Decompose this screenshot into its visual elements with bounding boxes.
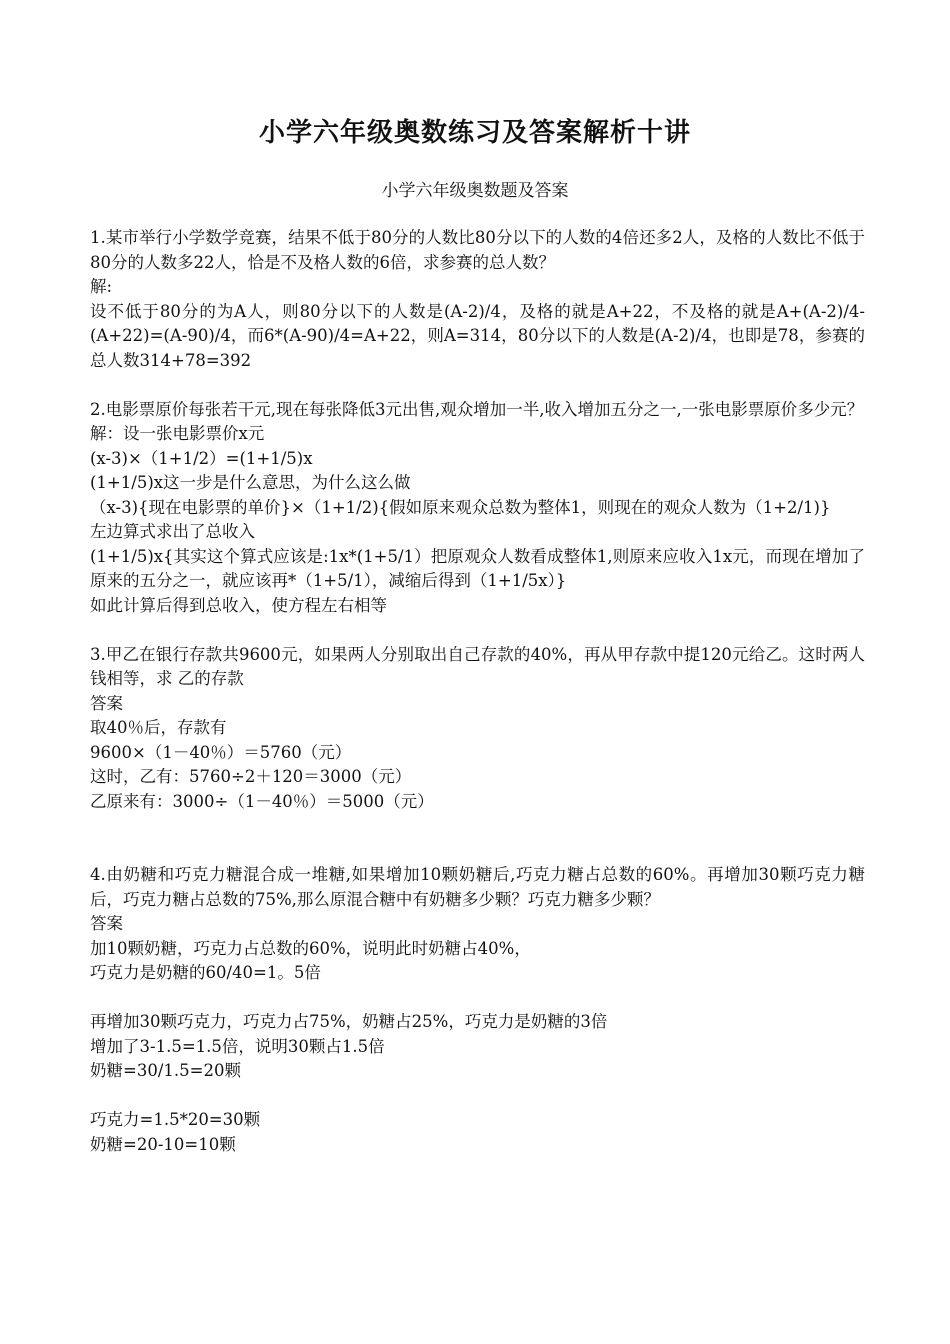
question-4-line: 加10颗奶糖，巧克力占总数的60%，说明此时奶糖占40%， xyxy=(90,938,531,958)
question-4-line: 巧克力是奶糖的60/40=1。5倍 xyxy=(90,963,321,982)
question-2-text: 2.电影票原价每张若干元,现在每张降低3元出售,观众增加一半,收入增加五分之一,一张电影票原价多少元？ xyxy=(90,399,864,419)
question-4-line: 答案 xyxy=(90,914,123,933)
question-4 xyxy=(90,863,865,1157)
question-4-line: 巧克力=1.5*20=30颗 xyxy=(90,1110,261,1129)
question-1-answer: 设不低于80分的为A人，则80分以下的人数是(A-2)/4，及格的就是A+22，不及格的就是A+(A-2)/4-(A+22)=(A-90)/4，而6*(A-90)/4=A+22，则A=314，80分以下的人数是(A-2)/4，也即是78，参赛的总人数314+78=392 xyxy=(90,301,865,370)
spacer xyxy=(90,1084,865,1109)
question-1-text: 1.某市举行小学数学竞赛，结果不低于80分的人数比80分以下的人数的4倍还多2人，及格的人数比不低于80分的人数多22人，恰是不及格人数的6倍，求参赛的总人数？ xyxy=(90,228,865,272)
question-3-line: 9600×（1－40％）＝5760（元） xyxy=(90,742,352,762)
question-2-line: （x-3){现在电影票的单价}×（1+1/2){假如原来观众总数为整体1，则现在的观众人数为（1+2/1)} xyxy=(90,497,831,517)
spacer xyxy=(90,986,865,1011)
question-3-line: 这时，乙有：5760÷2＋120＝3000（元） xyxy=(90,767,412,786)
question-2-line: (1+1/5)x这一步是什么意思，为什么这么做 xyxy=(90,473,411,492)
question-2-line: 解：设一张电影票价x元 xyxy=(90,424,265,443)
question-3 xyxy=(90,643,865,815)
question-2-line: 如此计算后得到总收入，使方程左右相等 xyxy=(90,595,387,615)
question-3-text: 3.甲乙在银行存款共9600元，如果两人分别取出自己存款的40%，再从甲存款中提120元给乙。这时两人钱相等，求 乙的存款 xyxy=(90,644,865,688)
spacer xyxy=(90,814,865,863)
spacer xyxy=(90,618,865,643)
question-2 xyxy=(90,398,865,619)
question-1-solution-label: 解: xyxy=(90,277,113,296)
question-3-line: 答案 xyxy=(90,693,123,713)
question-2-line: 左边算式求出了总收入 xyxy=(90,522,255,541)
question-4-line: 增加了3-1.5=1.5倍，说明30颗占1.5倍 xyxy=(90,1036,385,1056)
question-1 xyxy=(90,226,865,373)
question-3-line: 乙原来有：3000÷（1－40％）＝5000（元） xyxy=(90,791,434,811)
question-2-line: (x-3)×（1+1/2）=(1+1/5)x xyxy=(90,448,313,468)
question-4-line: 奶糖=30/1.5=20颗 xyxy=(90,1061,241,1080)
question-4-line: 再增加30颗巧克力，巧克力占75%，奶糖占25%，巧克力是奶糖的3倍 xyxy=(90,1012,608,1031)
question-4-text: 4.由奶糖和巧克力糖混合成一堆糖,如果增加10颗奶糖后,巧克力糖占总数的60%。再增加30颗巧克力糖后，巧克力糖占总数的75%,那么原混合糖中有奶糖多少颗？巧克力糖多少颗？ xyxy=(90,865,865,909)
question-2-line: (1+1/5)x{其实这个算式应该是:1x*(1+5/1）把原观众人数看成整体1,则原来应收入1x元，而现在增加了原来的五分之一，就应该再*（1+5/1），减缩后得到（1+1/5x）} xyxy=(90,546,865,590)
question-3-line: 取40％后，存款有 xyxy=(90,718,227,737)
page-subtitle: 小学六年级奥数题及答案 xyxy=(381,181,569,201)
document-body xyxy=(90,226,865,1157)
question-4-line: 奶糖=20-10=10颗 xyxy=(90,1134,236,1154)
page-title: 小学六年级奥数练习及答案解析十讲 xyxy=(258,118,691,148)
spacer xyxy=(90,373,865,398)
